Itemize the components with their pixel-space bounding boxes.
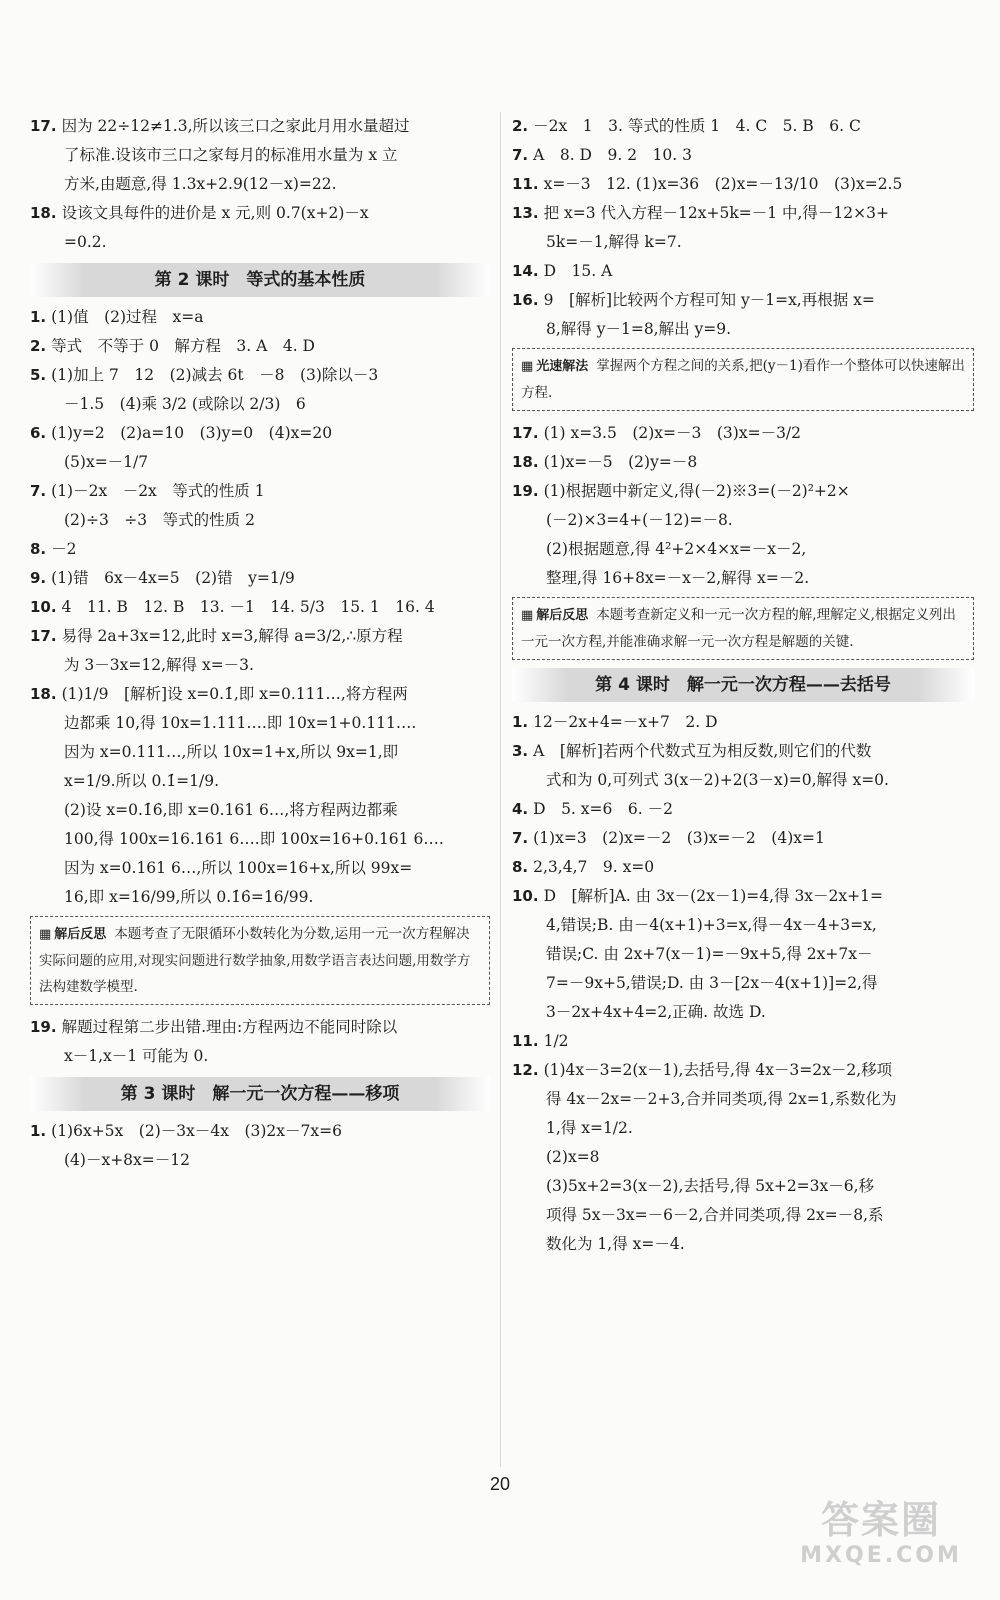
answer-line [30,651,490,680]
answer-line [30,1013,490,1042]
question-number: 7. [512,146,529,164]
note-tag: ▦ 解后反思 [39,927,106,942]
answer-line [512,911,974,940]
reflection-note-box [30,916,490,1005]
question-number: 19. [512,482,539,500]
answer-text: (1)根据题中新定义,得(－2)※3=(－2)²+2× [543,482,850,500]
answer-text: 100,得 100x=16.161 6….即 100x=16+0.161 6…. [64,830,444,848]
answer-line [30,303,490,332]
answer-text: 设该文具每件的进价是 x 元,则 0.7(x+2)－x [61,204,369,222]
answer-text: 边都乘 10,得 10x=1.111….即 10x=1+0.111…. [64,714,417,732]
answer-line [30,419,490,448]
answer-line [30,825,490,854]
watermark-logo [796,1498,966,1578]
answer-line [30,564,490,593]
page-number: 20 [489,1474,511,1494]
answer-text: 5k=－1,解得 k=7. [546,233,682,251]
note-tag: ▦ 解后反思 [521,608,588,623]
answer-line [512,448,974,477]
answer-text: (1)－2x －2x 等式的性质 1 [51,482,265,500]
question-number: 13. [512,204,539,222]
question-number: 4. [512,800,529,818]
answer-line [30,883,490,912]
question-number: 17. [30,627,57,645]
answer-line [30,1117,490,1146]
answer-text: D [解析]A. 由 3x－(2x－1)=4,得 3x－2x+1= [543,887,883,905]
answer-text: (4)－x+8x=－12 [64,1151,190,1169]
answer-line [512,506,974,535]
answer-line [512,199,974,228]
answer-line [30,738,490,767]
question-number: 19. [30,1018,57,1036]
answer-line [512,257,974,286]
answer-line [512,535,974,564]
answer-line [512,882,974,911]
answer-text: 9 [解析]比较两个方程可知 y－1=x,再根据 x= [543,291,875,309]
answer-line [30,593,490,622]
answer-line [512,998,974,1027]
column-divider [500,112,501,1467]
answer-text: 12－2x+4=－x+7 2. D [533,713,718,731]
answer-text: A [解析]若两个代数式互为相反数,则它们的代数 [533,742,872,760]
section-heading: 第 2 课时 等式的基本性质 [30,263,490,297]
answer-line [512,477,974,506]
answer-text: (－2)×3=4+(－12)=－8. [546,511,733,529]
question-number: 12. [512,1061,539,1079]
answer-text: (1)错 6x－4x=5 (2)错 y=1/9 [51,569,295,587]
answer-text: x－1,x－1 可能为 0. [64,1047,209,1065]
question-number: 10. [30,598,57,616]
question-number: 11. [512,1032,539,1050]
answer-line [30,1042,490,1071]
answer-text: (1)加上 7 12 (2)减去 6t －8 (3)除以－3 [51,366,379,384]
answer-line [30,709,490,738]
question-number: 2. [512,117,529,135]
answer-text: 解题过程第二步出错.理由:方程两边不能同时除以 [61,1018,398,1036]
answer-line [30,622,490,651]
answer-text: 错误;C. 由 2x+7(x－1)=－9x+5,得 2x+7x－ [546,945,873,963]
answer-text: (1)值 (2)过程 x=a [51,308,204,326]
answer-line [30,199,490,228]
answer-line [512,795,974,824]
answer-line [512,1085,974,1114]
section-heading: 第 4 课时 解一元一次方程——去括号 [512,668,974,702]
question-number: 3. [512,742,529,760]
question-number: 5. [30,366,47,384]
answer-line [512,1230,974,1259]
answer-line [512,419,974,448]
question-number: 8. [30,540,47,558]
answer-text: (1)x=－5 (2)y=－8 [543,453,698,471]
answer-text: 1/2 [543,1032,569,1050]
answer-text: (2)根据题意,得 4²+2×4×x=－x－2, [546,540,807,558]
answer-text: 4 11. B 12. B 13. －1 14. 5/3 15. 1 16. 4 [61,598,435,616]
answer-line [30,535,490,564]
question-number: 11. [512,175,539,193]
answer-line [512,853,974,882]
answer-line [512,708,974,737]
answer-text: (1)y=2 (2)a=10 (3)y=0 (4)x=20 [51,424,333,442]
answer-text: 易得 2a+3x=12,此时 x=3,解得 a=3/2,∴原方程 [61,627,403,645]
answer-text: 4,错误;B. 由－4(x+1)+3=x,得－4x－4+3=x, [546,916,877,934]
answer-line [512,1114,974,1143]
question-number: 14. [512,262,539,280]
answer-text: (2)设 x=0.1̇6̇,即 x=0.161 6…,将方程两边都乘 [64,801,398,819]
answer-text: 16,即 x=16/99,所以 0.1̇6̇=16/99. [64,888,314,906]
answer-line [512,286,974,315]
answer-text: 式和为 0,可列式 3(x－2)+2(3－x)=0,解得 x=0. [546,771,889,789]
answer-text: 了标准.设该市三口之家每月的标准用水量为 x 立 [64,146,398,164]
reflection-note-box [512,597,974,660]
answer-text: 7=－9x+5,错误;D. 由 3－[2x－4(x+1)]=2,得 [546,974,878,992]
answer-text: (1)1/9 [解析]设 x=0.1̇,即 x=0.111…,将方程两 [61,685,408,703]
left-column [30,112,490,1175]
answer-line [512,737,974,766]
answer-line [512,1027,974,1056]
question-number: 9. [30,569,47,587]
answer-line [512,141,974,170]
question-number: 18. [30,204,57,222]
question-number: 1. [30,1122,47,1140]
answer-text: 整理,得 16+8x=－x－2,解得 x=－2. [546,569,810,587]
answer-line [512,228,974,257]
answer-text: 8,解得 y－1=8,解出 y=9. [546,320,732,338]
answer-text: 1,得 x=1/2. [546,1119,633,1137]
watermark-text: 答案圈 [820,1498,941,1542]
answer-text: 把 x=3 代入方程－12x+5k=－1 中,得－12×3+ [543,204,889,222]
reflection-note-box [512,348,974,411]
note-text: 本题考查新定义和一元一次方程的解,理解定义,根据定义列出一元一次方程,并能准确求解一元一次方程是解题的关键. [521,607,956,650]
answer-text: (3)5x+2=3(x－2),去括号,得 5x+2=3x－6,移 [546,1177,875,1195]
answer-text: x=1/9.所以 0.1̇=1/9. [64,772,220,790]
question-number: 1. [30,308,47,326]
answer-text: 2,3,4,7 9. x=0 [533,858,655,876]
answer-text: (1)x=3 (2)x=－2 (3)x=－2 (4)x=1 [533,829,825,847]
answer-text: 3－2x+4x+4=2,正确. 故选 D. [546,1003,766,1021]
answer-line [30,448,490,477]
question-number: 10. [512,887,539,905]
question-number: 16. [512,291,539,309]
answer-line [30,228,490,257]
answer-line [30,796,490,825]
answer-line [30,767,490,796]
answer-text: 为 3－3x=12,解得 x=－3. [64,656,254,674]
answer-line [512,315,974,344]
right-column [512,112,974,1259]
answer-line [512,1201,974,1230]
note-text: 本题考查了无限循环小数转化为分数,运用一元一次方程解决实际问题的应用,对现实问题进行数学抽象,用数学语言表达问题,用数学方法构建数学模型. [39,926,471,995]
answer-line [512,940,974,969]
answer-line [30,332,490,361]
answer-text: －2x 1 3. 等式的性质 1 4. C 5. B 6. C [533,117,861,135]
answer-text: (2)x=8 [546,1148,600,1166]
answer-text: 等式 不等于 0 解方程 3. A 4. D [51,337,315,355]
answer-line [512,824,974,853]
section-heading: 第 3 课时 解一元一次方程——移项 [30,1077,490,1111]
note-text: 掌握两个方程之间的关系,把(y－1)看作一个整体可以快速解出方程. [521,358,965,401]
answer-line [512,969,974,998]
note-tag: ▦ 光速解法 [521,359,588,374]
answer-text: 因为 x=0.111…,所以 10x=1+x,所以 9x=1,即 [64,743,399,761]
answer-line [30,1146,490,1175]
answer-line [30,506,490,535]
answer-line [30,477,490,506]
question-number: 1. [512,713,529,731]
answer-line [30,361,490,390]
answer-text: =0.2. [64,233,107,251]
answer-text: 项得 5x－3x=－6－2,合并同类项,得 2x=－8,系 [546,1206,884,1224]
answer-line [30,854,490,883]
answer-line [512,170,974,199]
watermark-url: MXQE.COM [800,1543,962,1568]
question-number: 18. [30,685,57,703]
question-number: 17. [512,424,539,442]
answer-text: D 5. x=6 6. －2 [533,800,673,818]
question-number: 8. [512,858,529,876]
answer-line [30,141,490,170]
answer-line [512,1172,974,1201]
answer-line [30,170,490,199]
answer-text: －2 [51,540,77,558]
answer-text: D 15. A [543,262,613,280]
answer-text: 方米,由题意,得 1.3x+2.9(12－x)=22. [64,175,337,193]
answer-line [30,390,490,419]
answer-text: －1.5 (4)乘 3/2 (或除以 2/3) 6 [64,395,306,413]
question-number: 18. [512,453,539,471]
answer-text: (1)6x+5x (2)－3x－4x (3)2x－7x=6 [51,1122,342,1140]
question-number: 7. [512,829,529,847]
answer-text: 得 4x－2x=－2+3,合并同类项,得 2x=1,系数化为 [546,1090,897,1108]
answer-line [512,1056,974,1085]
question-number: 7. [30,482,47,500]
answer-line [512,766,974,795]
answer-text: (1)4x－3=2(x－1),去括号,得 4x－3=2x－2,移项 [543,1061,893,1079]
answer-line [30,112,490,141]
answer-line [30,680,490,709]
answer-text: (1) x=3.5 (2)x=－3 (3)x=－3/2 [543,424,802,442]
answer-text: (2)÷3 ÷3 等式的性质 2 [64,511,255,529]
answer-line [512,1143,974,1172]
answer-text: 因为 x=0.161 6…,所以 100x=16+x,所以 99x= [64,859,413,877]
answer-text: 数化为 1,得 x=－4. [546,1235,685,1253]
answer-text: (5)x=－1/7 [64,453,149,471]
answer-text: x=－3 12. (1)x=36 (2)x=－13/10 (3)x=2.5 [543,175,903,193]
answer-text: 因为 22÷12≠1.3,所以该三口之家此月用水量超过 [61,117,410,135]
answer-line [512,564,974,593]
question-number: 2. [30,337,47,355]
answer-line [512,112,974,141]
question-number: 17. [30,117,57,135]
answer-text: A 8. D 9. 2 10. 3 [533,146,692,164]
question-number: 6. [30,424,47,442]
